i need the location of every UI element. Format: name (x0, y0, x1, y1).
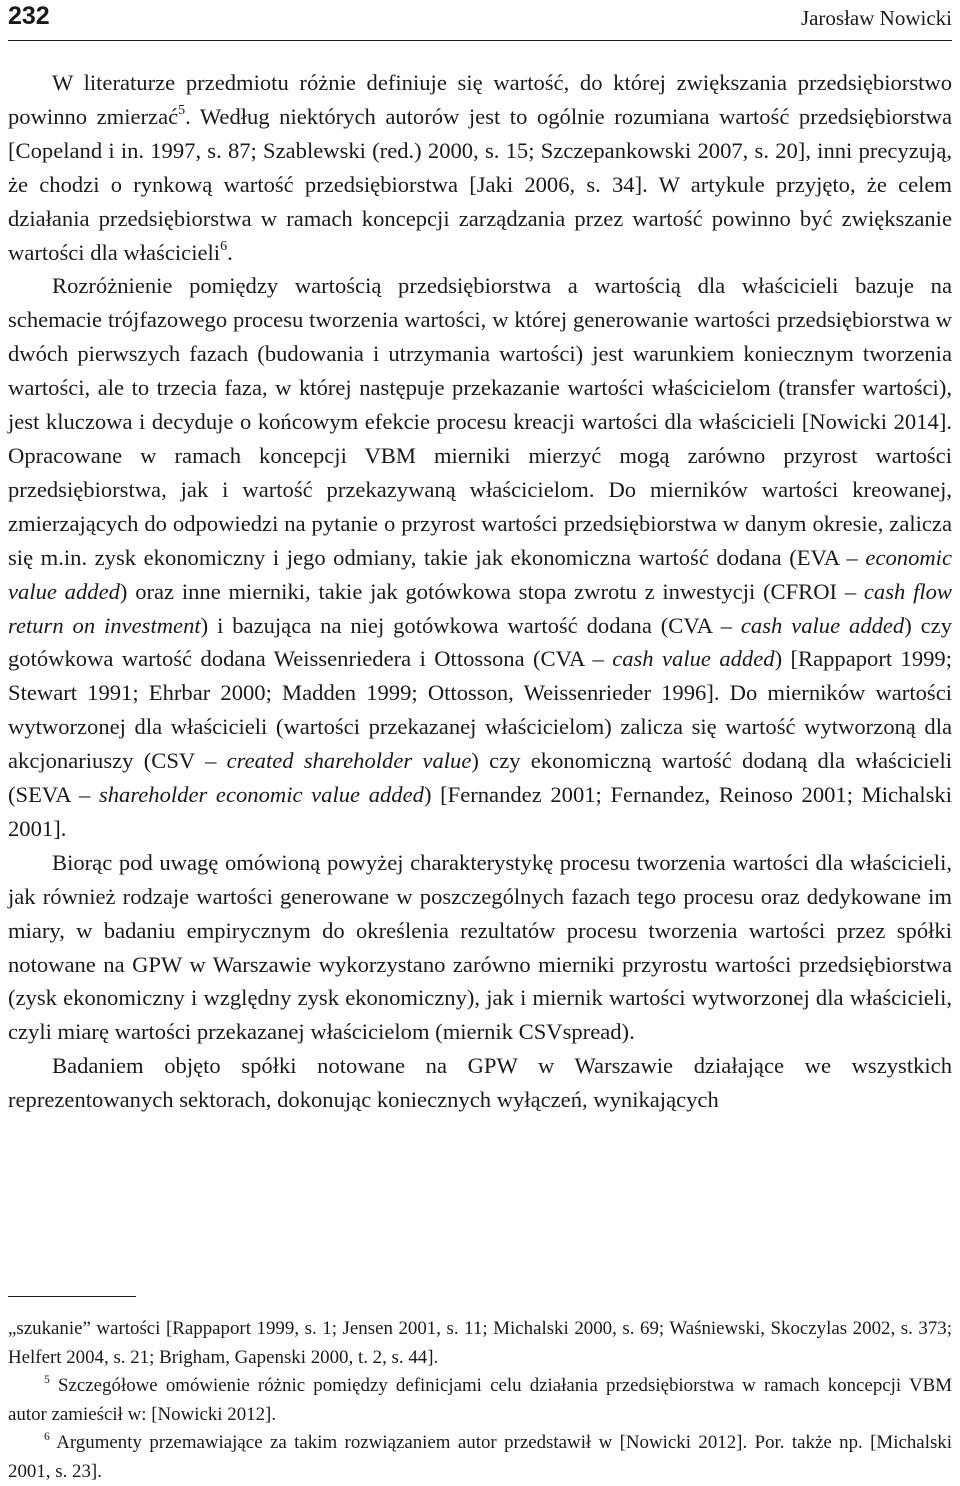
p2-term-cva-1: cash value added (740, 612, 905, 638)
p2-text-5: ) [Rappaport 1999; Stewart 1991; Ehrbar 2000; Madden 1999; Ottosson, Weissenrieder 1996]. Do mierników wartości wytworzonej dla właścicieli (wartości przekazanej właścicielom) zalicza się wartość wytworzoną dla akcjonariuszy (CSV – (8, 646, 952, 774)
footnote-6-text: Argumenty przemawiające za takim rozwiązaniem autor przedstawił w [Nowicki 2012]. Por. także np. [Michalski 2001, s. 23]. (8, 1432, 952, 1482)
p2-term-eva: economic value added (8, 544, 952, 604)
footnote-separator (8, 1296, 136, 1297)
paragraph-3: Biorąc pod uwagę omówioną powyżej charakterystykę procesu tworzenia wartości dla właścicieli, jak również rodzaje wartości generowane w poszczególnych fazach tego procesu oraz dedykowane im miary, w badaniu empirycznym do określenia rezultatów procesu tworzenia wartości przez spółki notowane na GPW w Warszawie wykorzystano zarówno mierniki przyrostu wartości przedsiębiorstwa (zysk ekonomiczny i względny zysk ekonomiczny), jak i miernik wartości wytworzonej dla właścicieli, czyli miarę wartości przekazanej właścicielom (miernik CSVspread). (8, 849, 952, 1045)
p2-term-seva: shareholder economic value added (98, 782, 424, 808)
p1-text-b: . Według niektórych autorów jest to ogólnie rozumiana wartość przedsiębiorstwa [Copeland i in. 1997, s. 87; Szablewski (red.) 2000, s. 15; Szczepankowski 2007, s. 20], inni precyzują, że chodzi o rynkową wartość przedsiębiorstwa [Jaki 2006, s. 34]. W artykule przyjęto, że celem działania przedsiębiorstwa w ramach koncepcji zarządzania przez wartość powinno być zwiększanie wartości dla właścicieli (8, 103, 953, 265)
p2-text-3: ) i bazująca na niej gotówkowa wartość dodana (CVA – (200, 612, 741, 638)
running-head-author: Jarosław Nowicki (800, 6, 952, 30)
p2-term-cfroi: cash flow return on investment (8, 578, 953, 638)
footnotes (8, 1315, 952, 1486)
p2-text-1: Rozróżnienie pomiędzy wartością przedsiębiorstwa a wartością dla właścicieli bazuje na schemacie trójfazowego procesu tworzenia wartości, w której generowanie wartości przedsiębiorstwa w dwóch pierwszych fazach (budowania i utrzymania wartości) jest warunkiem koniecznym tworzenia wartości, ale to trzecia faza, w której następuje przekazanie wartości właścicielom (transfer wartości), jest kluczowa i decyduje o końcowym efekcie procesu kreacji wartości dla właścicieli [Nowicki 2014]. Opracowane w ramach koncepcji VBM mierniki mierzyć mogą zarówno przyrost wartości przedsiębiorstwa, jak i wartość przekazywaną właścicielom. Do mierników wartości kreowanej, zmierzających do odpowiedzi na pytanie o przyrost wartości przedsiębiorstwa w danym okresie, zalicza się m.in. zysk ekonomiczny i jego odmiany, takie jak ekonomiczna wartość dodana (EVA – (8, 273, 952, 570)
page-number: 232 (8, 2, 50, 30)
paragraph-2 (8, 269, 952, 845)
p2-text-6: ) czy ekonomiczną wartość dodaną dla właścicieli (SEVA – (8, 748, 953, 808)
footnote-6-number: 6 (44, 1429, 50, 1443)
footnote-5 (8, 1372, 952, 1429)
p1-text-a: W literaturze przedmiotu różnie definiuje się wartość, do której zwiększania przedsiębiorstwo powinno zmierzać (8, 70, 952, 129)
footnote-5-text: Szczegółowe omówienie różnic pomiędzy definicjami celu działania przedsiębiorstwa w ramach koncepcji VBM autor zamieścił w: [Nowicki 2012]. (8, 1375, 952, 1425)
footnote-6 (8, 1429, 952, 1486)
paragraph-1 (8, 66, 952, 269)
footnote-5-number: 5 (44, 1372, 50, 1386)
p2-text-2: ) oraz inne mierniki, takie jak gotówkowa stopa zwrotu z inwestycji (CFROI – (119, 578, 864, 604)
p1-text-c: . (227, 239, 233, 265)
footnote-ref-6[interactable]: 6 (220, 238, 228, 254)
paragraph-4: Badaniem objęto spółki notowane na GPW w Warszawie działające we wszystkich reprezentowanych sektorach, dokonując koniecznych wyłączeń, wynikających (8, 1053, 952, 1113)
p2-text-4: ) czy gotówkowa wartość dodana Weissenriedera i Ottossona (CVA – (8, 612, 953, 672)
footnote-ref-5[interactable]: 5 (178, 102, 186, 118)
page-header (8, 0, 952, 41)
p2-term-csv: created shareholder value (226, 748, 472, 774)
p2-term-cva-2: cash value added (612, 646, 775, 672)
footnote-continuation: „szukanie” wartości [Rappaport 1999, s. 1; Jensen 2001, s. 11; Michalski 2000, s. 69; Waśniewski, Skoczylas 2002, s. 373; Helfert 2004, s. 21; Brigham, Gapenski 2000, t. 2, s. 44]. (8, 1318, 952, 1368)
p2-text-7: ) [Fernandez 2001; Fernandez, Reinoso 2001; Michalski 2001]. (8, 782, 953, 841)
body-text (8, 66, 952, 1117)
